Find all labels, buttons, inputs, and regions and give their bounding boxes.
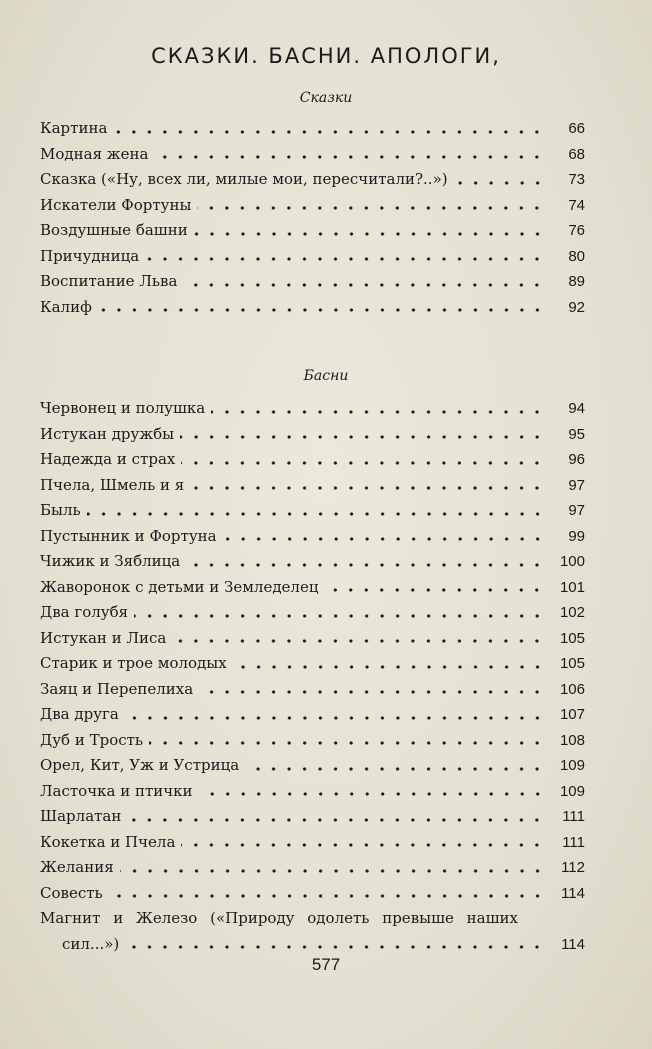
entry-title: Дуб и Трость <box>40 730 144 749</box>
entry-title: Ласточка и птички <box>40 781 193 800</box>
entry-title: Надежда и страх <box>40 450 176 469</box>
dot-leader <box>183 282 545 288</box>
entry-title: Совесть <box>40 883 103 902</box>
entry-title: Два друга <box>40 705 119 724</box>
entry-page: 109 <box>559 782 585 800</box>
toc-entry-multiline[interactable] <box>40 906 585 957</box>
toc-entry[interactable] <box>40 396 585 422</box>
dot-leader <box>211 409 545 415</box>
toc-entry[interactable] <box>40 142 585 168</box>
toc-list-basni <box>40 396 585 906</box>
entry-title: сил...») <box>62 934 120 953</box>
entry-page: 111 <box>562 833 585 851</box>
entry-page: 108 <box>559 731 585 749</box>
entry-page: 111 <box>562 808 585 826</box>
toc-entry-line2 <box>40 932 585 958</box>
section-heading-basni: Басни <box>303 368 349 384</box>
entry-title: Два голубя <box>40 603 129 622</box>
entry-page: 100 <box>559 553 585 571</box>
entry-page: 105 <box>559 629 585 647</box>
entry-title: Картина <box>40 119 108 138</box>
toc-entry[interactable] <box>40 626 585 652</box>
toc-entry[interactable] <box>40 498 585 524</box>
entry-title: Заяц и Перепелиха <box>40 679 194 698</box>
toc-entry[interactable] <box>40 269 585 295</box>
entry-page: 74 <box>568 196 585 214</box>
entry-page: 76 <box>568 222 585 240</box>
dot-leader <box>324 587 545 593</box>
entry-page: 107 <box>559 706 585 724</box>
entry-title: Жаворонок с детьми и Земледелец <box>40 577 319 596</box>
dot-leader <box>245 766 545 772</box>
entry-title: Пустынник и Фортуна <box>40 526 217 545</box>
page-number: 577 <box>311 955 341 974</box>
entry-title: Червонец и полушка <box>40 399 206 418</box>
toc-entry[interactable] <box>40 524 585 550</box>
dot-leader <box>134 613 545 619</box>
entry-page: 80 <box>568 247 585 265</box>
dot-leader <box>181 842 545 848</box>
entry-page: 73 <box>568 171 585 189</box>
entry-page: 109 <box>559 757 585 775</box>
toc-entry[interactable] <box>40 575 585 601</box>
toc-list-skazki <box>40 116 585 320</box>
dot-leader <box>190 485 545 491</box>
entry-page: 106 <box>559 680 585 698</box>
section-heading-skazki: Сказки <box>299 90 353 106</box>
toc-entry[interactable] <box>40 830 585 856</box>
dot-leader <box>194 231 545 237</box>
dot-leader <box>181 460 545 466</box>
toc-entry[interactable] <box>40 473 585 499</box>
entry-page: 96 <box>568 451 585 469</box>
page-title: СКАЗКИ. БАСНИ. АПОЛОГИ, <box>151 44 501 68</box>
entry-title: Истукан и Лиса <box>40 628 167 647</box>
toc-entry[interactable] <box>40 167 585 193</box>
entry-page: 101 <box>559 578 585 596</box>
entry-title: Сказка («Ну, всех ли, милые мои, пересчитали?..») <box>40 170 448 189</box>
dot-leader <box>186 562 545 568</box>
dot-leader <box>223 536 545 542</box>
entry-page: 112 <box>561 859 585 877</box>
entry-title: Калиф <box>40 297 92 316</box>
entry-title: Желания <box>40 858 114 877</box>
entry-title: Чижик и Зяблица <box>40 552 181 571</box>
dot-leader <box>125 715 545 721</box>
dot-leader <box>454 180 545 186</box>
dot-leader <box>98 307 545 313</box>
toc-entry[interactable] <box>40 116 585 142</box>
toc-entry[interactable] <box>40 651 585 677</box>
toc-entry[interactable] <box>40 193 585 219</box>
entry-page: 95 <box>568 425 585 443</box>
entry-title: Воспитание Льва <box>40 272 178 291</box>
dot-leader <box>180 434 545 440</box>
toc-entry[interactable] <box>40 422 585 448</box>
dot-leader <box>149 740 545 746</box>
toc-entry[interactable] <box>40 218 585 244</box>
entry-page: 97 <box>568 476 585 494</box>
toc-entry[interactable] <box>40 702 585 728</box>
toc-entry[interactable] <box>40 881 585 907</box>
toc-entry[interactable] <box>40 677 585 703</box>
entry-page: 114 <box>561 935 585 953</box>
toc-entry[interactable] <box>40 753 585 779</box>
entry-page: 68 <box>568 145 585 163</box>
entry-page: 99 <box>568 527 585 545</box>
entry-title: Орел, Кит, Уж и Устрица <box>40 756 240 775</box>
dot-leader <box>233 664 545 670</box>
dot-leader <box>87 511 545 517</box>
dot-leader <box>172 638 545 644</box>
dot-leader <box>109 893 545 899</box>
dot-leader <box>113 129 545 135</box>
entry-page: 97 <box>568 502 585 520</box>
toc-entry-line1 <box>40 906 585 932</box>
entry-page: 66 <box>568 120 585 138</box>
dot-leader <box>199 689 545 695</box>
entry-title: Пчела, Шмель и я <box>40 475 185 494</box>
entry-page: 92 <box>568 298 585 316</box>
entry-page: 114 <box>561 884 585 902</box>
dot-leader <box>127 817 545 823</box>
dot-leader <box>125 944 545 950</box>
entry-title: Шарлатан <box>40 807 122 826</box>
dot-leader <box>197 205 545 211</box>
entry-page: 94 <box>568 400 585 418</box>
toc-entry[interactable] <box>40 804 585 830</box>
toc-entry[interactable] <box>40 549 585 575</box>
entry-page: 89 <box>568 273 585 291</box>
dot-leader <box>154 154 545 160</box>
entry-page: 105 <box>559 655 585 673</box>
entry-title: Воздушные башни <box>40 221 188 240</box>
entry-title: Быль <box>40 501 81 520</box>
toc-entry[interactable] <box>40 295 585 321</box>
entry-title: Кокетка и Пчела <box>40 832 176 851</box>
entry-title: Причудница <box>40 246 140 265</box>
dot-leader <box>120 868 545 874</box>
toc-entry[interactable] <box>40 728 585 754</box>
toc-entry[interactable] <box>40 855 585 881</box>
toc-entry[interactable] <box>40 447 585 473</box>
toc-entry[interactable] <box>40 600 585 626</box>
toc-entry[interactable] <box>40 779 585 805</box>
entry-title: Старик и трое молодых <box>40 654 227 673</box>
entry-title: Искатели Фортуны <box>40 195 192 214</box>
entry-title: Магнит и Железо («Природу одолеть превыше наших <box>40 909 519 928</box>
toc-entry[interactable] <box>40 244 585 270</box>
entry-page: 102 <box>559 604 585 622</box>
entry-title: Модная жена <box>40 144 149 163</box>
dot-leader <box>145 256 545 262</box>
dot-leader <box>199 791 545 797</box>
entry-title: Истукан дружбы <box>40 424 175 443</box>
